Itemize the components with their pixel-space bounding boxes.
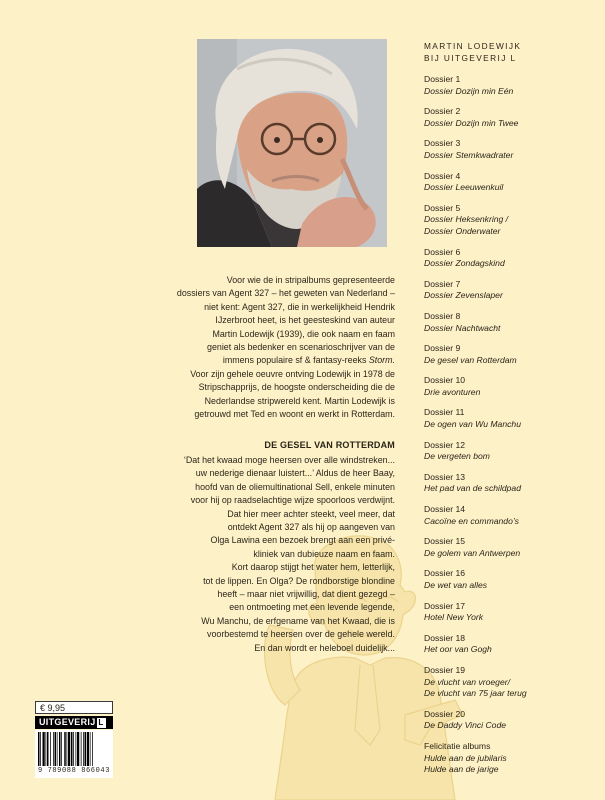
dossier-title: De ogen van Wu Manchu <box>424 419 521 430</box>
dossier-entry <box>424 440 599 463</box>
barcode-bar <box>40 732 41 766</box>
dossier-entry <box>424 665 599 700</box>
story-line: kliniek van dubieuze naam en faam. <box>253 548 395 559</box>
bio-line: getrouwd met Ted en woont en werkt in Rotterdam. <box>194 409 395 420</box>
barcode-bar <box>92 732 93 766</box>
bio-line <box>90 354 395 367</box>
dossier-entry <box>424 203 599 238</box>
dossier-number: Dossier 17 <box>424 600 466 611</box>
dossier-number: Dossier 20 <box>424 708 466 719</box>
publisher-logo-letter: L <box>98 718 104 727</box>
story-line: heeft – maar niet vrijwillig, dat dient gezegd – <box>217 589 395 600</box>
barcode-bar <box>83 732 84 766</box>
dossier-entry <box>424 343 599 366</box>
dossier-entry <box>424 311 599 334</box>
dossier-title: De gesel van Rotterdam <box>424 354 517 365</box>
barcode-bar <box>59 732 61 766</box>
dossier-title: Dossier Dozijn min Eén <box>424 85 514 96</box>
story-line: ontdekt Agent 327 als hij op aangeven van <box>227 522 395 533</box>
dossier-entry <box>424 407 599 430</box>
dossier-title: De Daddy Vinci Code <box>424 720 507 731</box>
story-line: voorbestemd te heersen over de gehele wereld. <box>207 629 395 640</box>
barcode-bar <box>71 732 73 766</box>
dossier-title: Hulde aan de jarige <box>424 764 499 775</box>
price-label: € 9,95 <box>35 701 113 714</box>
bio-line: dossiers van Agent 327 – het geweten van Nederland – <box>176 288 395 299</box>
dossier-number: Dossier 19 <box>424 664 466 675</box>
dossier-title: Dossier Nachtwacht <box>424 322 501 333</box>
dossier-title: Dossier Heksenkring / <box>424 214 509 225</box>
dossier-number: Dossier 1 <box>424 74 461 84</box>
barcode-bar <box>46 732 47 766</box>
dossier-number: Felicitatie albums <box>424 740 491 751</box>
dossier-number: Dossier 10 <box>424 375 466 386</box>
barcode-bar <box>73 732 74 766</box>
barcode-bar <box>50 732 51 766</box>
dossier-number: Dossier 8 <box>424 310 461 321</box>
dossier-entry <box>424 375 599 398</box>
dossier-title: De vlucht van 75 jaar terug <box>424 688 527 699</box>
barcode-bar <box>55 732 57 766</box>
dossier-entry <box>424 504 599 527</box>
barcode-bar <box>81 732 82 766</box>
dossier-title: Dossier Dozijn min Twee <box>424 117 519 128</box>
story-line: voor hij op raadselachtige wijze spoorloos verdwijnt. <box>190 495 395 506</box>
story-line: hoofd van de oliemultinational Sell, enkele minuten <box>195 481 395 492</box>
dossier-number: Dossier 12 <box>424 439 466 450</box>
dossier-entry <box>424 247 599 270</box>
isbn-number: 9 789088 866043 <box>37 767 110 775</box>
isbn-barcode <box>35 730 113 778</box>
bio-line: niet kent: Agent 327, die in werkelijkheid Hendrik <box>204 301 395 312</box>
dossier-entry <box>424 709 599 732</box>
dossier-number: Dossier 14 <box>424 504 466 515</box>
dossier-entry <box>424 601 599 624</box>
dossier-entry <box>424 279 599 302</box>
barcode-bar <box>47 732 49 766</box>
story-line: Dat hier meer achter steekt, veel meer, dat <box>227 508 395 519</box>
barcode-bar <box>38 732 40 766</box>
dossier-title: De golem van Antwerpen <box>424 547 521 558</box>
dossier-entries <box>424 74 599 776</box>
column-heading <box>424 40 599 64</box>
dossier-entry <box>424 106 599 129</box>
barcode-bar <box>90 732 91 766</box>
dossier-entry <box>424 741 599 776</box>
dossier-number: Dossier 7 <box>424 278 461 289</box>
dossier-number: Dossier 5 <box>424 202 461 213</box>
bio-line-text: immens populaire sf & fantasy-reeks <box>222 355 367 366</box>
story-blurb <box>150 454 395 655</box>
bio-line: IJzerbroot heet, is het geesteskind van auteur <box>215 315 395 326</box>
dossier-number: Dossier 9 <box>424 343 461 354</box>
dossier-title: Dossier Zevenslaper <box>424 290 503 301</box>
dossier-number: Dossier 11 <box>424 407 465 418</box>
story-line: Kort daarop stijgt het water hem, letterlijk, <box>231 562 395 573</box>
dossier-title: Dossier Onderwater <box>424 225 501 236</box>
barcode-bar <box>57 732 58 766</box>
dossier-title: Hotel New York <box>424 612 484 623</box>
barcode-bar <box>68 732 70 766</box>
barcode-bar <box>43 732 45 766</box>
story-line: uw nederige dienaar luistert...’ Aldus de heer Baay, <box>195 468 395 479</box>
dossier-title: Hulde aan de jubilaris <box>424 752 507 763</box>
storm-title: Storm. <box>368 355 395 366</box>
story-title: DE GESEL VAN ROTTERDAM <box>264 440 395 450</box>
dossier-title: Dossier Stemkwadrater <box>424 149 514 160</box>
dossier-number: Dossier 18 <box>424 632 466 643</box>
dossier-entry <box>424 472 599 495</box>
bio-line: Nederlandse stripwereld kent. Martin Lodewijk is <box>204 395 395 406</box>
story-line: Wu Manchu, de erfgename van het Kwaad, die is <box>201 615 395 626</box>
dossier-title: Drie avonturen <box>424 386 481 397</box>
story-line: een ontmoeting met een levende legende, <box>229 602 395 613</box>
story-line: tot de lippen. En Olga? De rondborstige blondine <box>203 575 395 586</box>
dossier-entry <box>424 171 599 194</box>
dossier-title: Cacoïne en commando’s <box>424 515 519 526</box>
author-photo <box>197 39 387 247</box>
dossier-title: Het pad van de schildpad <box>424 483 521 494</box>
dossier-list <box>424 40 599 785</box>
barcode-bars <box>38 732 110 766</box>
dossier-number: Dossier 16 <box>424 568 466 579</box>
barcode-bar <box>64 732 66 766</box>
barcode-bar <box>85 732 87 766</box>
barcode-bar <box>61 732 62 766</box>
dossier-title: Het oor van Gogh <box>424 644 492 655</box>
dossier-number: Dossier 6 <box>424 246 461 257</box>
dossier-number: Dossier 2 <box>424 106 461 117</box>
dossier-number: Dossier 13 <box>424 471 466 482</box>
story-line: En dan wordt er heleboel duidelijk... <box>254 642 395 653</box>
dossier-title: Dossier Leeuwenkuil <box>424 182 504 193</box>
story-line: ‘Dat het kwaad moge heersen over alle windstreken... <box>183 455 395 465</box>
barcode-bar <box>53 732 54 766</box>
dossier-entry <box>424 138 599 161</box>
dossier-entry <box>424 74 599 97</box>
bio-line: Martin Lodewijk (1939), die ook naam en faam <box>212 328 395 339</box>
bio-line: geniet als bedenker en scenarioschrijver van de <box>207 342 395 353</box>
dossier-title: De vlucht van vroeger/ <box>424 676 510 687</box>
barcode-bar <box>67 732 68 766</box>
heading-publisher: BIJ UITGEVERIJ L <box>424 53 517 63</box>
dossier-title: De vergeten bom <box>424 451 490 462</box>
dossier-entry <box>424 536 599 559</box>
dossier-entry <box>424 568 599 591</box>
bio-line: Voor zijn gehele oeuvre ontving Lodewijk in 1978 de <box>190 368 395 379</box>
dossier-title: Dossier Zondagskind <box>424 258 505 269</box>
dossier-number: Dossier 4 <box>424 170 461 181</box>
publisher-logo <box>35 716 113 729</box>
bio-line: Stripschapprijs, de hoogste onderscheiding die de <box>198 382 395 393</box>
dossier-number: Dossier 15 <box>424 536 466 547</box>
publisher-logo-text: UITGEVERIJ <box>39 717 96 727</box>
barcode-bar <box>87 732 89 766</box>
heading-author: MARTIN LODEWIJK <box>424 41 522 51</box>
bio-line: Voor wie de in stripalbums gepresenteerde <box>226 275 395 285</box>
dossier-number: Dossier 3 <box>424 138 461 149</box>
barcode-bar <box>77 732 79 766</box>
dossier-entry <box>424 633 599 656</box>
author-bio <box>90 274 395 421</box>
story-line: Olga Lawina een bezoek brengt aan een privé- <box>210 535 395 546</box>
barcode-bar <box>76 732 77 766</box>
dossier-title: De wet van alles <box>424 580 488 590</box>
